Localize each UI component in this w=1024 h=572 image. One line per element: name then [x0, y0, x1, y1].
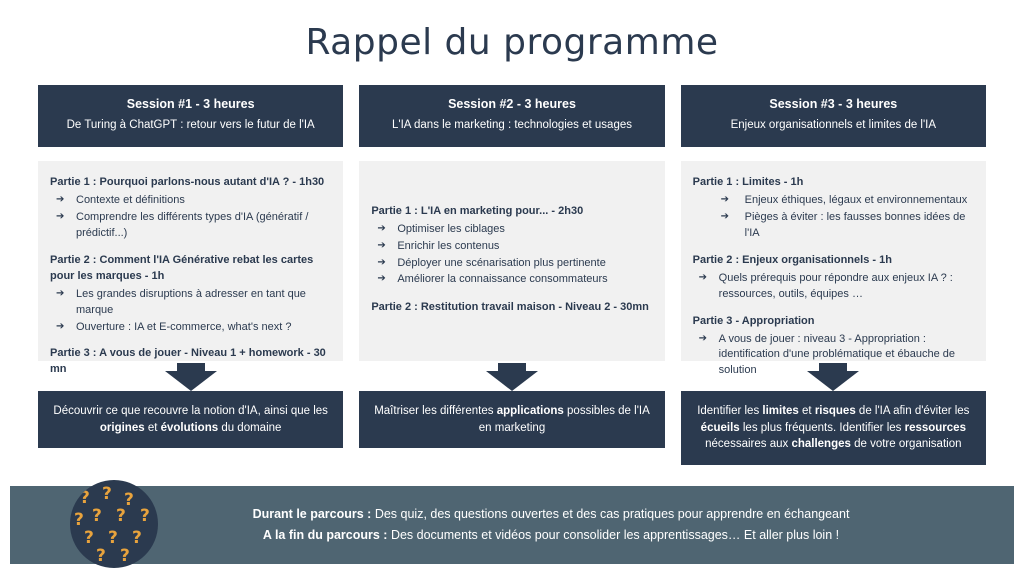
part-title: Partie 2 : Enjeux organisationnels - 1h	[692, 253, 892, 266]
arrow-right-icon: ➔	[377, 256, 386, 268]
arrow-right-icon: ➔	[56, 320, 65, 332]
session-column-3	[681, 85, 986, 465]
session-3-part-2	[693, 253, 974, 303]
session-2-subtitle: L'IA dans le marketing : technologies et usages	[391, 119, 632, 131]
part-title: Partie 1 : Pourquoi parlons-nous autant d'IA ? - 1h30	[50, 176, 325, 188]
arrow-right-icon: ➔	[56, 287, 65, 299]
session-3-outcome	[681, 391, 986, 465]
session-1-part-2	[50, 253, 331, 336]
arrow-right-icon: ➔	[698, 332, 708, 344]
session-3-content	[681, 161, 986, 377]
session-3-part-1	[693, 175, 974, 242]
list-item: ➔ Les grandes disruptions à adresser en tant que marque	[56, 287, 306, 316]
session-column-1	[38, 85, 343, 448]
sessions-container	[0, 85, 1024, 465]
session-1-header	[38, 85, 343, 147]
page-title: Rappel du programme	[305, 22, 719, 63]
arrow-right-icon: ➔	[720, 193, 730, 205]
session-2-header	[359, 85, 664, 147]
arrow-right-icon: ➔	[56, 193, 65, 205]
session-1-outcome-text: Découvrir ce que recouvre la notion d'IA, ainsi que les origines et évolutions du domaine	[53, 405, 328, 434]
part-bullets	[693, 332, 974, 380]
session-1-part-3	[50, 346, 331, 378]
list-item: ➔ Contexte et définitions	[56, 193, 185, 206]
banner-line-1-label: Durant le parcours :	[252, 506, 372, 521]
arrow-right-icon: ➔	[698, 271, 708, 283]
arrow-right-icon: ➔	[377, 222, 386, 234]
list-item: ➔ Déployer une scénarisation plus pertinente	[377, 256, 606, 269]
list-item: ➔ Comprendre les différents types d'IA (génératif / prédictif...)	[56, 210, 309, 239]
list-item: ➔ Enrichir les contenus	[377, 239, 500, 252]
list-item: ➔ A vous de jouer : niveau 3 - Appropriation : identification d'une problématique et ébauche de solution	[698, 332, 955, 377]
list-item: ➔ Quels prérequis pour répondre aux enjeux IA ? : ressources, outils, équipes …	[698, 271, 953, 300]
session-2-outcome	[359, 391, 664, 448]
session-1-part-1	[50, 175, 331, 242]
part-title: Partie 2 : Comment l'IA Générative rebat les cartes pour les marques - 1h	[50, 253, 314, 282]
banner-line-2-text: Des documents et vidéos pour consolider les apprentissages… Et aller plus loin !	[387, 528, 840, 542]
part-bullets	[693, 193, 974, 242]
list-item: ➔ Pièges à éviter : les fausses bonnes idées de l'IA	[720, 210, 966, 239]
session-2-outcome-text: Maîtriser les différentes applications possibles de l'IA en marketing	[374, 405, 650, 434]
session-1-title: Session #1 - 3 heures	[126, 97, 255, 111]
list-item: ➔ Améliorer la connaissance consommateurs	[377, 273, 608, 286]
list-item: ➔ Ouverture : IA et E-commerce, what's next ?	[56, 320, 292, 333]
session-1-subtitle: De Turing à ChatGPT : retour vers le futur de l'IA	[66, 119, 315, 131]
session-1-outcome	[38, 391, 343, 448]
session-2-content	[359, 161, 664, 361]
session-2-part-1	[371, 204, 652, 290]
arrow-stem	[498, 363, 526, 371]
list-item: ➔ Enjeux éthiques, légaux et environnementaux	[720, 193, 968, 206]
part-bullets	[50, 193, 331, 242]
question-marks-icon: ? ? ? ? ? ? ? ? ? ? ? ?	[70, 480, 158, 568]
part-bullets	[371, 222, 652, 289]
session-3-title: Session #3 - 3 heures	[769, 97, 898, 111]
session-1-content	[38, 161, 343, 376]
arrow-down-icon	[486, 371, 538, 391]
part-bullets	[693, 271, 974, 303]
session-2-arrow	[359, 363, 664, 391]
banner-line-1-text: Des quiz, des questions ouvertes et des cas pratiques pour apprendre en échangeant	[371, 506, 850, 521]
banner-line-1	[158, 504, 944, 525]
banner-text	[158, 504, 1014, 547]
part-title: Partie 1 : L'IA en marketing pour... - 2h30	[371, 204, 584, 217]
part-bullets	[50, 287, 331, 336]
part-title: Partie 3 - Appropriation	[692, 314, 815, 327]
session-3-subtitle: Enjeux organisationnels et limites de l'IA	[730, 119, 937, 131]
session-2-title: Session #2 - 3 heures	[448, 97, 576, 111]
arrow-right-icon: ➔	[56, 210, 65, 222]
session-3-header	[681, 85, 986, 147]
part-title: Partie 1 : Limites - 1h	[692, 176, 804, 188]
banner-line-2	[158, 525, 944, 546]
arrow-right-icon: ➔	[377, 273, 386, 285]
session-3-part-3	[693, 314, 974, 380]
list-item: ➔ Optimiser les ciblages	[377, 222, 505, 235]
part-title: Partie 2 : Restitution travail maison - Niveau 2 - 30mn	[371, 301, 649, 314]
part-title: Partie 3 : A vous de jouer - Niveau 1 + homework - 30 mn	[50, 347, 326, 376]
arrow-right-icon: ➔	[720, 210, 730, 222]
session-column-2	[359, 85, 664, 448]
session-2-part-2	[371, 300, 652, 318]
banner-line-2-label: A la fin du parcours :	[262, 528, 388, 542]
bottom-banner	[10, 486, 1014, 564]
session-3-outcome-text: Identifier les limites et risques de l'IA afin d'éviter les écueils les plus fréquents. Identifier les ressources nécessaires aux challenges de votre organisation	[697, 405, 970, 451]
arrow-right-icon: ➔	[377, 239, 386, 251]
